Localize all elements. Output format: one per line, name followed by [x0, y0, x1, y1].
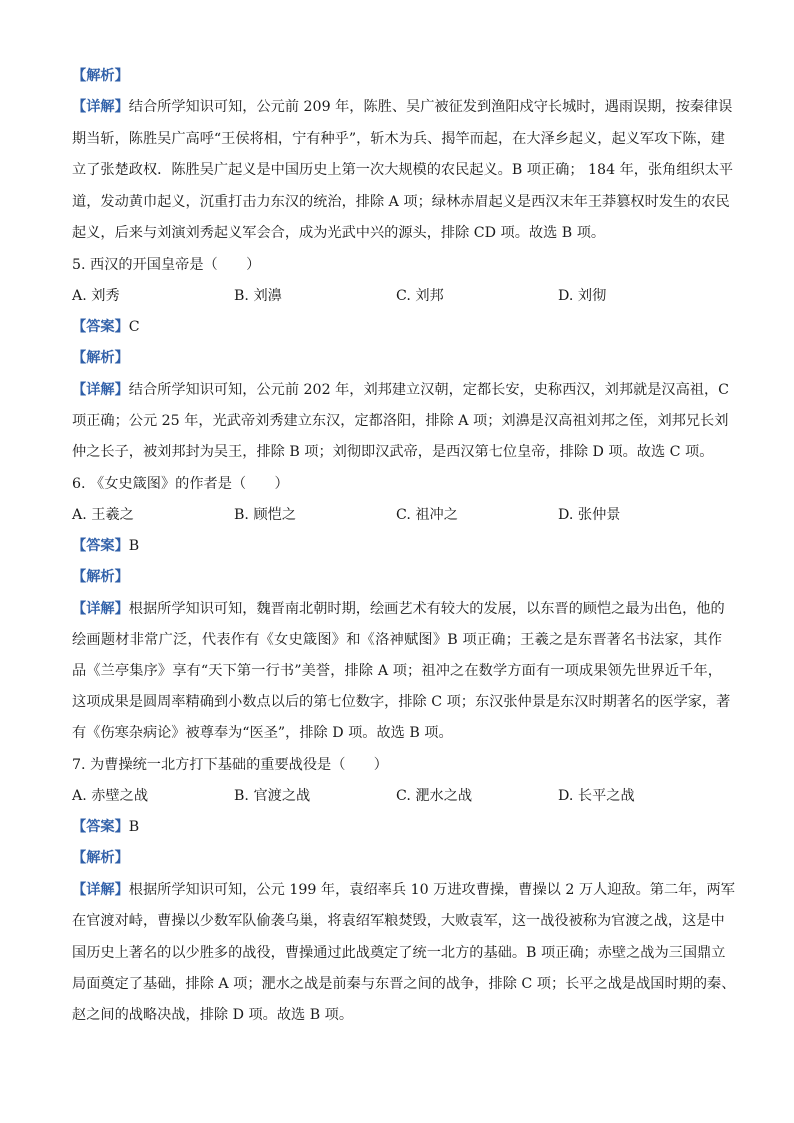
- q5-detail-line-2: 项正确；公元 25 年，光武帝刘秀建立东汉，定都洛阳，排除 A 项；刘濞是汉高祖刘邦之侄，刘邦兄长刘: [72, 413, 729, 429]
- answer-label: 【答案】: [72, 819, 129, 835]
- q7-answer: [72, 818, 722, 836]
- q7-detail-line-2: 在官渡对峙，曹操以少数军队偷袭乌巢，将袁绍军粮焚毁，大败袁军，这一战役被称为官渡之战，这是中: [72, 913, 725, 929]
- answer-value: C: [128, 319, 140, 335]
- q7-analysis-heading: [72, 849, 722, 867]
- q7-option-d: D. 长平之战: [558, 788, 635, 804]
- q5-option-c: C. 刘邦: [396, 288, 444, 304]
- detail-text: 根据所学知识可知，公元 199 年，袁绍率兵 10 万进攻曹操，曹操以 2 万人迎敌。第二年，两军: [128, 882, 735, 898]
- detail-label: 【详解】: [72, 601, 129, 617]
- analysis-label: 【解析】: [72, 350, 129, 366]
- answer-value: B: [128, 538, 140, 554]
- answer-label: 【答案】: [72, 319, 129, 335]
- q5-option-b: B. 刘濞: [234, 288, 282, 304]
- detail-text: 根据所学知识可知，魏晋南北朝时期，绘画艺术有较大的发展，以东晋的顾恺之最为出色，他的: [128, 601, 725, 617]
- q7-option-b: B. 官渡之战: [234, 788, 311, 804]
- q5-option-a: A. 刘秀: [72, 288, 120, 304]
- detail-label: 【详解】: [72, 382, 129, 398]
- q7-detail-line-1: [72, 881, 735, 899]
- detail-label: 【详解】: [72, 99, 129, 115]
- q7-option-a: A. 赤壁之战: [72, 788, 149, 804]
- q6-detail-line-5: 有《伤寒杂病论》被尊奉为“医圣”，排除 D 项。故选 B 项。: [72, 725, 453, 741]
- q7-question: 7. 为曹操统一北方打下基础的重要战役是（ ）: [72, 757, 388, 773]
- q4-detail-line-4: 道，发动黄巾起义，沉重打击力东汉的统治，排除 A 项；绿林赤眉起义是西汉末年王莽篡权时发生的农民: [72, 194, 730, 210]
- q6-detail-line-4: 这项成果是圆周率精确到小数点以后的第七位数字，排除 C 项；东汉张仲景是东汉时期著名的医学家，著: [72, 694, 731, 710]
- q6-detail-line-1: [72, 600, 725, 618]
- q6-answer: [72, 537, 722, 555]
- q5-analysis-heading: [72, 349, 722, 367]
- q6-analysis-heading: [72, 568, 722, 586]
- q4-detail-line-1: [72, 98, 733, 116]
- q4-detail-line-3: 立了张楚政权．陈胜吴广起义是中国历史上第一次大规模的农民起义。B 项正确； 184 年，张角组织太平: [72, 162, 734, 178]
- q6-option-b: B. 顾恺之: [234, 507, 297, 523]
- q4-detail-line-5: 起义，后来与刘演刘秀起义军会合，成为光武中兴的源头，排除 CD 项。故选 B 项。: [72, 225, 606, 241]
- q6-option-a: A. 王羲之: [72, 507, 134, 523]
- q6-question: 6. 《女史箴图》的作者是（ ）: [72, 476, 289, 492]
- analysis-label: 【解析】: [72, 569, 129, 585]
- q5-question: 5. 西汉的开国皇帝是（ ）: [72, 257, 261, 273]
- q7-detail-line-3: 国历史上著名的以少胜多的战役，曹操通过此战奠定了统一北方的基础。B 项正确；赤壁之战为三国鼎立: [72, 945, 726, 961]
- q4-analysis-heading: [72, 67, 722, 85]
- q6-option-d: D. 张仲景: [558, 507, 621, 523]
- analysis-label: 【解析】: [72, 68, 129, 84]
- detail-text: 结合所学知识可知，公元前 209 年，陈胜、吴广被征发到渔阳戍守长城时，遇雨误期，按秦律误: [128, 99, 733, 115]
- q6-detail-line-2: 绘画题材非常广泛，代表作有《女史箴图》和《洛神赋图》B 项正确；王羲之是东晋著名书法家，其作: [72, 632, 722, 648]
- q5-option-d: D. 刘彻: [558, 288, 607, 304]
- analysis-label: 【解析】: [72, 850, 129, 866]
- answer-value: B: [128, 819, 140, 835]
- q7-detail-line-5: 赵之间的战略决战，排除 D 项。故选 B 项。: [72, 1007, 354, 1023]
- q7-option-c: C. 淝水之战: [396, 788, 473, 804]
- q4-detail-line-2: 期当斩，陈胜吴广高呼“王侯将相，宁有种乎”，斩木为兵、揭竿而起，在大泽乡起义，起义军攻下陈，建: [72, 131, 725, 147]
- q7-detail-line-4: 局面奠定了基础，排除 A 项；淝水之战是前秦与东晋之间的战争，排除 C 项；长平之战是战国时期的秦、: [72, 976, 736, 992]
- answer-label: 【答案】: [72, 538, 129, 554]
- q6-detail-line-3: 品《兰亭集序》享有“天下第一行书”美誉，排除 A 项；祖冲之在数学方面有一项成果领先世界近千年，: [72, 663, 722, 679]
- q5-detail-line-1: [72, 381, 730, 399]
- detail-label: 【详解】: [72, 882, 129, 898]
- detail-text: 结合所学知识可知，公元前 202 年，刘邦建立汉朝，定都长安，史称西汉，刘邦就是汉高祖，C: [128, 382, 730, 398]
- q6-option-c: C. 祖冲之: [396, 507, 458, 523]
- q5-answer: [72, 318, 722, 336]
- q5-detail-line-3: 仲之长子，被刘邦封为吴王，排除 B 项；刘彻即汉武帝，是西汉第七位皇帝，排除 D 项。故选 C 项。: [72, 444, 714, 460]
